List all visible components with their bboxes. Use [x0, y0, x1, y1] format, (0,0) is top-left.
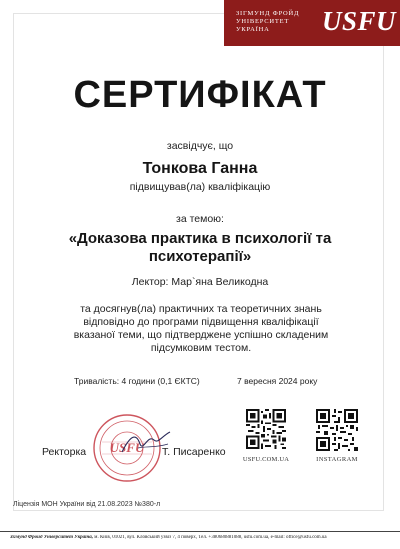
issue-date: 7 вересня 2024 року: [237, 376, 318, 386]
org-name-line3: УКРАЇНА: [236, 26, 270, 33]
instagram-qr-code[interactable]: [316, 409, 358, 451]
duration-text: Тривалість: 4 години (0,1 ЄКТС): [74, 376, 200, 386]
completion-description: та досягнув(ла) практичних та теоретичних знань відповідно до програми підвищення кваліфікації вказаної теми, що підтверджене успішно складеним підсумковим тестом.: [73, 303, 329, 354]
org-name-line1: ЗІГМУНД ФРОЙД: [236, 10, 300, 17]
footer-divider: [0, 531, 400, 532]
certificate-title: СЕРТИФІКАТ: [73, 74, 327, 116]
lecturer-text: Лектор: Мар`яна Великодна: [131, 276, 269, 288]
qualification-text: підвищував(ла) кваліфікацію: [129, 181, 271, 193]
footer-org: Зігмунд Фройд Університет Україна,: [10, 535, 94, 540]
website-caption: USFU.COM.UA: [242, 456, 290, 463]
brand-logo: USFU: [322, 6, 397, 36]
license-text: Ліцензія МОН України від 21.08.2023 №380-л: [13, 501, 161, 508]
signer-name: Т. Писаренко: [162, 446, 226, 458]
org-name-line2: УНІВЕРСИТЕТ: [236, 18, 290, 25]
signature-scribble: [118, 426, 178, 460]
footer-contacts: [10, 535, 392, 540]
footer-details: м. Київ, 01021, вул. Кловський узвіз 7, 4 поверх, Тел. +380680881088, usfu.com.ua, e-mail: office@usfu.com.ua: [94, 535, 327, 540]
topic-label: за темою:: [176, 213, 224, 225]
seal-text: USFU: [109, 440, 145, 455]
org-name: [236, 10, 310, 34]
course-title: «Доказова практика в психології та психотерапії»: [68, 230, 332, 265]
website-qr-code[interactable]: [246, 409, 286, 449]
instagram-caption: INSTAGRAM: [316, 456, 358, 463]
certifies-text: засвідчує, що: [166, 140, 234, 152]
recipient-name: Тонкова Ганна: [142, 160, 258, 177]
signer-role: Ректорка: [42, 446, 87, 458]
header-banner: [224, 0, 400, 46]
